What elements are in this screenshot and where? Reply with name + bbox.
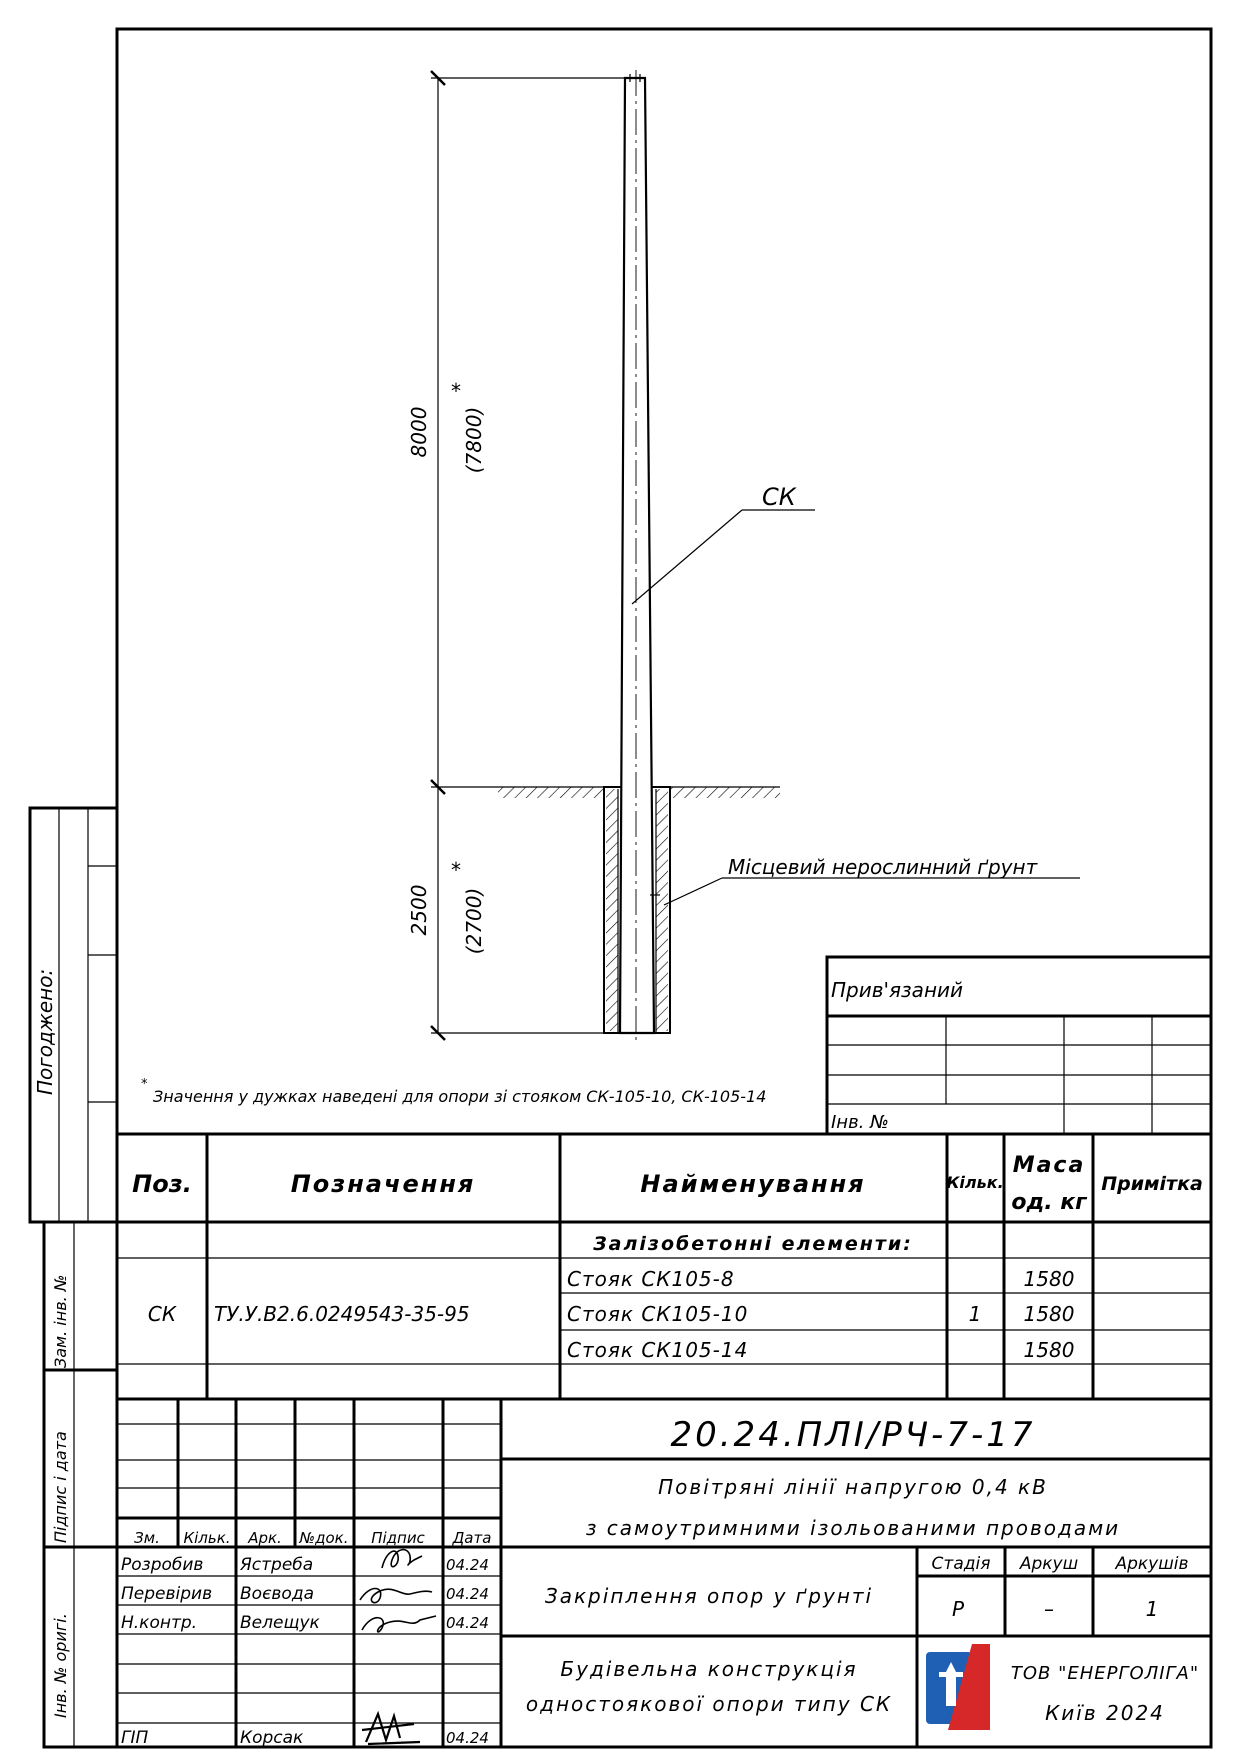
stage-value: Р [951,1597,965,1621]
col-kilk: Кільк. [183,1529,231,1547]
section-title: Залізобетонні елементи: [593,1233,913,1255]
role-norm-control: Н.контр. [121,1613,198,1633]
original-inv-label: Інв. № оригі. [51,1613,70,1718]
company-name: ТОВ "ЕНЕРГОЛІГА" [1010,1663,1200,1684]
approved-label: Погоджено: [33,968,57,1095]
name-checker: Воєвода [240,1584,314,1604]
sheets-value: 1 [1145,1597,1159,1621]
city-year: Київ 2024 [1045,1701,1165,1725]
row-mass-3: 1580 [1023,1338,1075,1362]
sheet-title: Закріплення опор у ґрунті [544,1584,874,1608]
specification-table [117,1134,1211,1399]
row-name-3: Стояк СК105-14 [567,1338,749,1362]
document-code: 20.24.ПЛІ/РЧ-7-17 [670,1415,1036,1455]
soil-label: Місцевий нерослинний ґрунт [728,855,1038,879]
drawing-title-line2: одностоякової опори типу СК [525,1692,893,1716]
date-checker: 04.24 [446,1585,489,1603]
signature-chief-engineer [362,1714,420,1744]
title-block [117,1399,1211,1748]
signature-checker [360,1589,432,1603]
pole-drawing [141,70,1080,1106]
date-developer: 04.24 [446,1556,489,1574]
header-pos: Поз. [132,1170,192,1198]
pole-label: СК [762,483,796,511]
header-qty: Кільк. [946,1173,1004,1192]
company-logo-icon [926,1644,990,1730]
row-name-2: Стояк СК105-10 [567,1302,749,1326]
col-pidpys: Підпис [371,1529,425,1547]
pit-hatch-right [656,789,668,1031]
soil-leader [664,878,722,905]
name-chief-engineer: Корсак [240,1728,304,1748]
drawing-title-line1: Будівельна конструкція [560,1657,858,1681]
col-ndok: №док. [299,1529,349,1547]
signature-developer [382,1550,422,1568]
sheet-value: – [1044,1597,1054,1621]
cell-designation: ТУ.У.В2.6.0249543-35-95 [214,1302,470,1326]
name-developer: Ястреба [240,1555,314,1575]
dim-bottom-alt-value: (2700) [462,887,486,955]
role-checker: Перевірив [121,1584,213,1604]
date-chief-engineer: 04.24 [446,1729,489,1747]
dim-bottom-asterisk: * [451,858,461,882]
dim-top-asterisk: * [451,379,461,403]
signature-norm-control [362,1616,436,1632]
binding-inv-label: Інв. № [831,1112,889,1133]
col-data: Дата [452,1529,492,1547]
dim-top-alt-value: (7800) [462,406,486,474]
binding-table [827,957,1211,1134]
date-norm-control: 04.24 [446,1614,489,1632]
sheets-label: Аркушів [1115,1554,1189,1574]
dim-bottom-value: 2500 [407,884,431,936]
stage-label: Стадія [931,1554,991,1574]
cell-pos: СК [147,1302,177,1326]
project-title-line1: Повітряні лінії напругою 0,4 кВ [658,1475,1048,1499]
pole-body [620,78,654,1033]
header-note: Примітка [1101,1173,1203,1195]
header-designation: Позначення [290,1170,476,1198]
binding-title: Прив'язаний [831,978,964,1002]
signature-date-label: Підпис і дата [51,1431,70,1543]
footnote: Значення у дужках наведені для опори зі стояком СК-105-10, СК-105-14 [153,1087,767,1106]
dim-top-value: 8000 [407,406,431,458]
col-ark: Арк. [248,1529,282,1547]
sheet-label: Аркуш [1019,1554,1079,1574]
row-mass-1: 1580 [1023,1267,1075,1291]
footnote-mark: * [141,1077,148,1092]
ground-hatch-left [498,787,604,798]
row-mass-2: 1580 [1023,1302,1075,1326]
header-name: Найменування [640,1170,866,1198]
role-chief-engineer: ГІП [121,1728,149,1748]
approval-side-block [30,808,117,1222]
name-norm-control: Велещук [240,1613,320,1633]
col-zm: Зм. [134,1529,160,1547]
replace-inv-label: Зам. інв. № [51,1274,70,1368]
left-binding-strip [44,1222,117,1747]
row-name-1: Стояк СК105-8 [567,1267,735,1291]
pit-hatch-left [606,789,618,1031]
cell-qty: 1 [968,1302,982,1326]
project-title-line2: з самоутримними ізольованими проводами [585,1516,1121,1540]
header-mass-line1: Маса [1012,1153,1086,1178]
ground-hatch-right [670,787,780,798]
header-mass-line2: од. кг [1011,1190,1087,1215]
role-developer: Розробив [121,1555,204,1575]
